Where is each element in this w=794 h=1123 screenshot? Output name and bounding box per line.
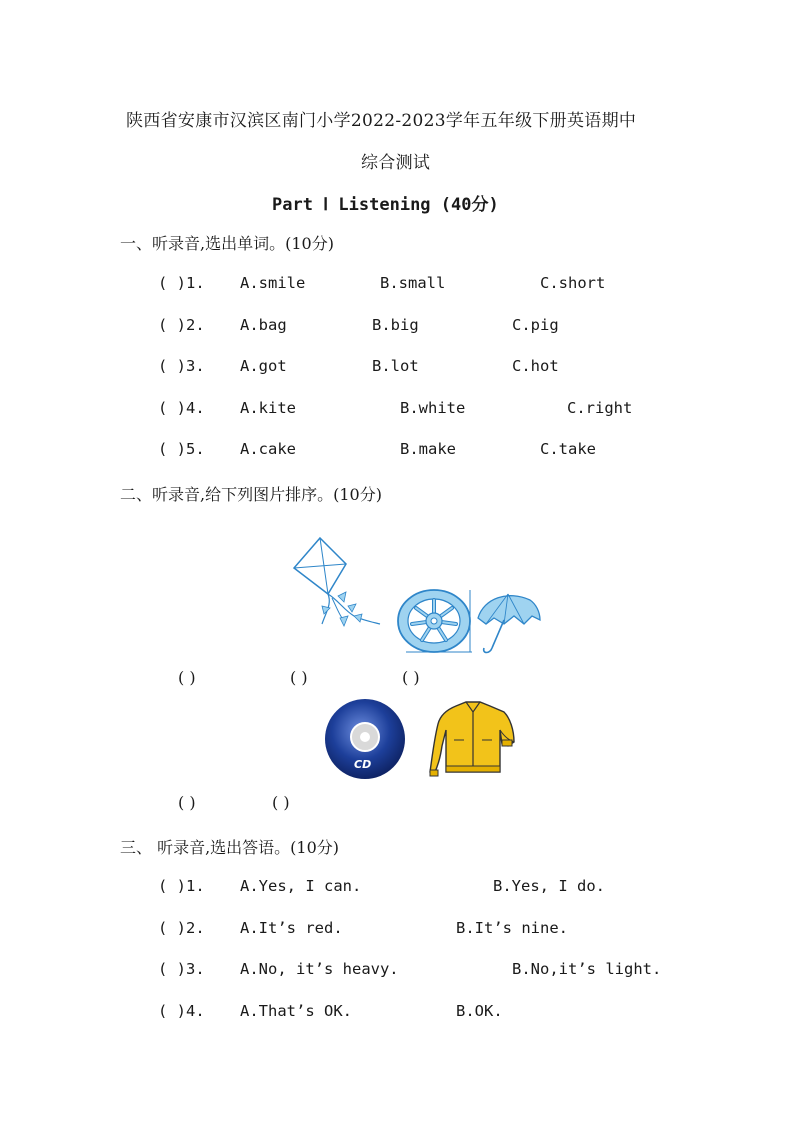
question-prefix[interactable]: ( )1. <box>158 877 205 895</box>
option-c: C.hot <box>512 357 559 375</box>
picture-order-blank-2[interactable]: ( ) <box>290 668 308 687</box>
option-c: C.pig <box>512 316 559 334</box>
option-b: B.No,it’s light. <box>512 960 662 978</box>
question-prefix[interactable]: ( )4. <box>158 399 205 417</box>
option-b: B.white <box>400 399 466 417</box>
wheel-icon <box>396 588 472 654</box>
umbrella-icon <box>474 590 542 656</box>
kite-icon <box>292 536 384 632</box>
option-b: B.lot <box>372 357 419 375</box>
cd-label: CD <box>354 758 372 771</box>
option-a: A.cake <box>240 440 296 458</box>
cd-icon <box>324 698 406 780</box>
option-a: A.That’s OK. <box>240 1002 352 1020</box>
option-a: A.smile <box>240 274 306 292</box>
option-a: A.got <box>240 357 287 375</box>
page-title-line2: 综合测试 <box>361 153 431 173</box>
page-title-line1: 陕西省安康市汉滨区南门小学2022-2023学年五年级下册英语期中 <box>126 111 637 131</box>
option-c: C.short <box>540 274 606 292</box>
section3-title: 三、 听录音,选出答语。(10分) <box>120 838 340 857</box>
section1-title: 一、听录音,选出单词。(10分) <box>120 234 334 253</box>
option-a: A.No, it’s heavy. <box>240 960 399 978</box>
question-prefix[interactable]: ( )5. <box>158 440 205 458</box>
question-prefix[interactable]: ( )3. <box>158 960 205 978</box>
option-b: B.big <box>372 316 419 334</box>
option-a: A.Yes, I can. <box>240 877 362 895</box>
option-b: B.Yes, I do. <box>493 877 605 895</box>
option-b: B.make <box>400 440 456 458</box>
part-title: Part Ⅰ Listening (40分) <box>272 195 499 215</box>
option-b: B.It’s nine. <box>456 919 568 937</box>
question-prefix[interactable]: ( )2. <box>158 316 205 334</box>
section2-title: 二、听录音,给下列图片排序。(10分) <box>120 485 382 504</box>
question-prefix[interactable]: ( )3. <box>158 357 205 375</box>
option-a: A.It’s red. <box>240 919 343 937</box>
option-c: C.right <box>567 399 633 417</box>
option-a: A.bag <box>240 316 287 334</box>
question-prefix[interactable]: ( )1. <box>158 274 205 292</box>
picture-order-blank-3[interactable]: ( ) <box>402 668 420 687</box>
picture-order-blank-1[interactable]: ( ) <box>178 668 196 687</box>
jacket-icon <box>428 700 518 780</box>
picture-order-blank-5[interactable]: ( ) <box>272 793 290 812</box>
question-prefix[interactable]: ( )4. <box>158 1002 205 1020</box>
option-c: C.take <box>540 440 596 458</box>
option-a: A.kite <box>240 399 296 417</box>
option-b: B.OK. <box>456 1002 503 1020</box>
option-b: B.small <box>380 274 446 292</box>
picture-order-blank-4[interactable]: ( ) <box>178 793 196 812</box>
question-prefix[interactable]: ( )2. <box>158 919 205 937</box>
